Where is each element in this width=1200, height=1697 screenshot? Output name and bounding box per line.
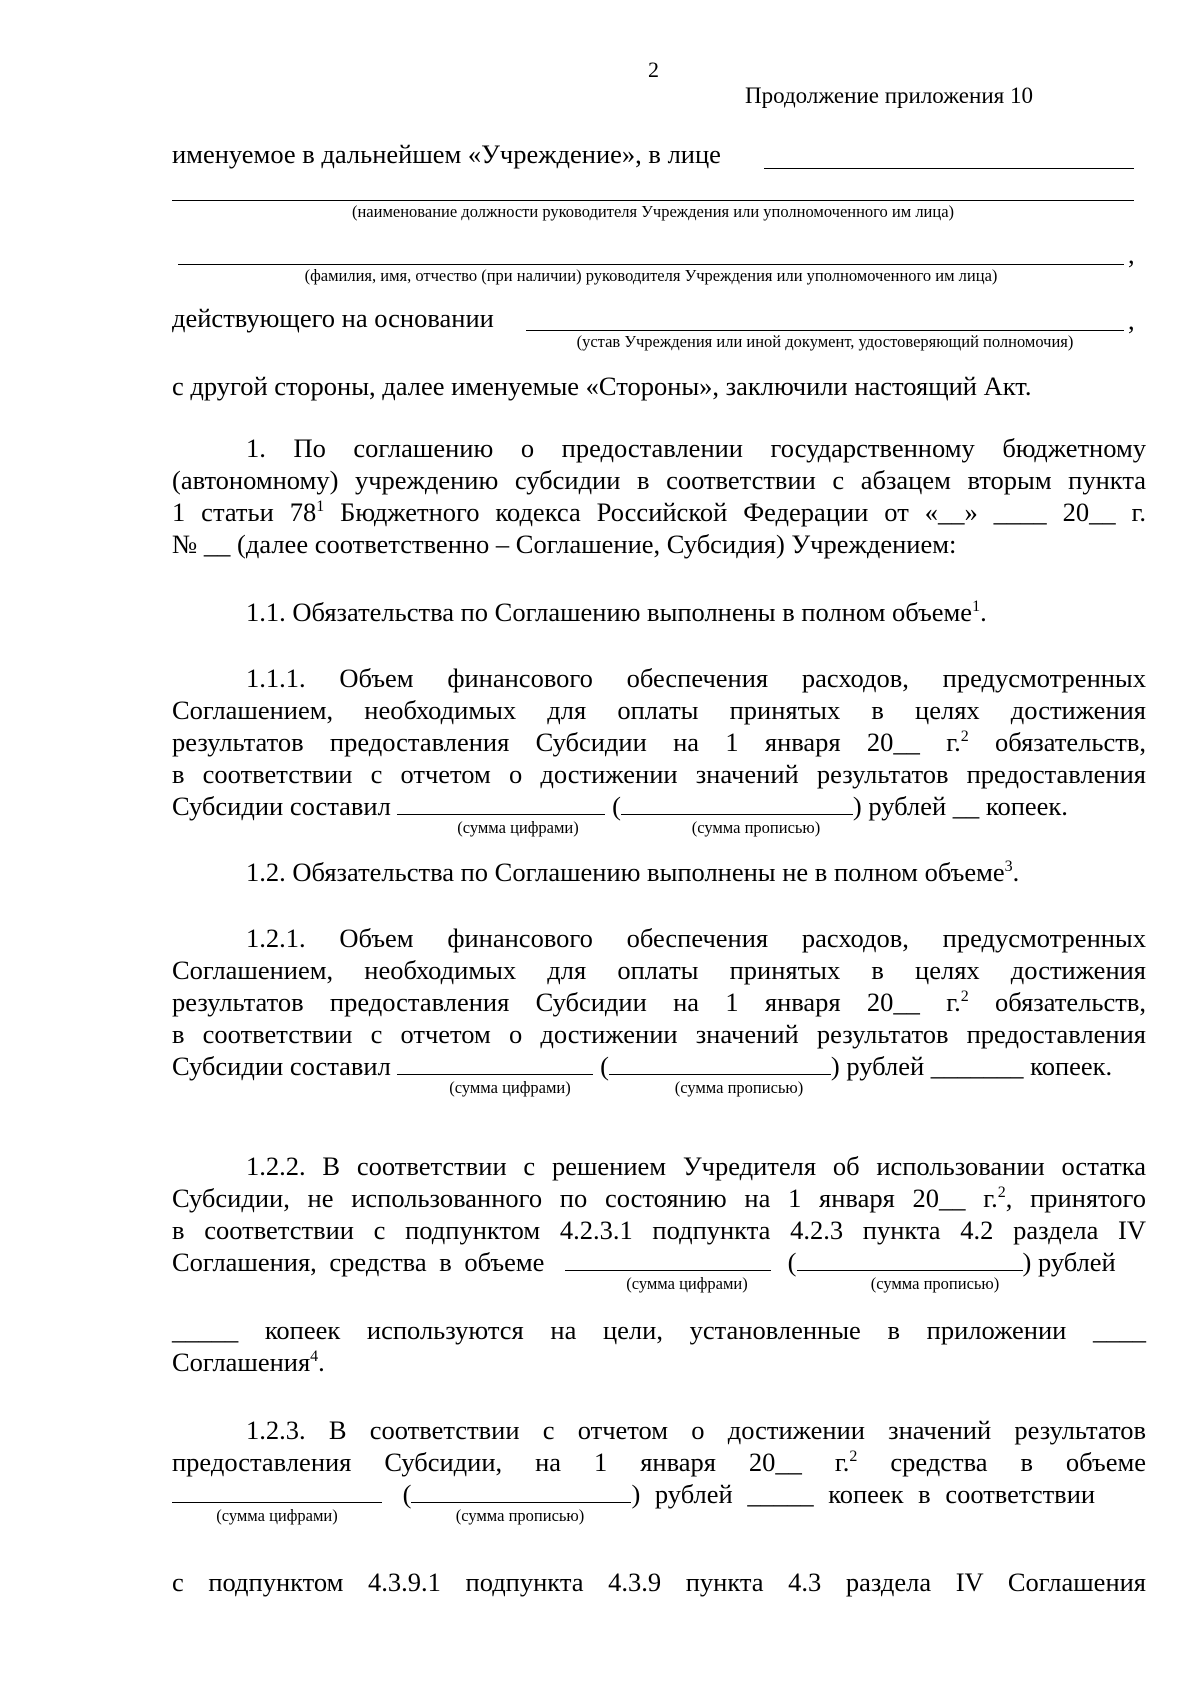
p121-line-4: в соответствии с отчетом о достижении значений результатов предоставления xyxy=(172,1019,1146,1049)
sum-words-blank xyxy=(609,1052,831,1075)
p123-caption-digits: (сумма цифрами) xyxy=(216,1506,338,1525)
intro-named-line xyxy=(172,138,1146,170)
p121-line-2: Соглашением, необходимых для оплаты принятых в целях достижения xyxy=(172,955,1146,985)
p122-line-2: Субсидии, не использованного по состоянию на 1 января 20__ г.$^2$, принятого xyxy=(172,1183,1146,1213)
other-side-line: с другой стороны, далее именуемые «Стороны», заключили настоящий Акт. xyxy=(172,371,1032,401)
p122-caption-digits: (сумма цифрами) xyxy=(626,1274,748,1293)
fio-blank xyxy=(178,264,1124,265)
page-number: 2 xyxy=(648,57,659,82)
p123-line-3: ( ) рублей _____ копеек в соответствии xyxy=(172,1478,1146,1510)
sum-digits-blank xyxy=(397,792,605,815)
p121-line-3: результатов предоставления Субсидии на 1 января 20__ г.$^2$ обязательств, xyxy=(172,987,1146,1017)
fio-comma: , xyxy=(1128,239,1135,269)
p123-line-1: 1.2.3. В соответствии с отчетом о достижении значений результатов xyxy=(246,1415,1146,1445)
p122-line-3: в соответствии с подпунктом 4.2.3.1 подпункта 4.2.3 пункта 4.2 раздела IV xyxy=(172,1215,1146,1245)
basis-blank xyxy=(526,330,1124,331)
p1-line-4: № __ (далее соответственно – Соглашение, Субсидия) Учреждением: xyxy=(172,529,957,559)
p1-line-3: 1 статьи $78^1$ Бюджетного кодекса Российской Федерации от «__» ____ 20__ г. xyxy=(172,497,1147,527)
p1-line-1: 1. По соглашению о предоставлении государственному бюджетному xyxy=(246,433,1146,463)
p111-line-2: Соглашением, необходимых для оплаты принятых в целях достижения xyxy=(172,695,1146,725)
representative-blank xyxy=(764,168,1134,169)
sum-digits-blank xyxy=(172,1480,382,1503)
continuation-label: Продолжение приложения 10 xyxy=(745,83,1033,108)
p12-line: 1.2. Обязательства по Соглашению выполнены не в полном объеме$^3$. xyxy=(246,857,1020,887)
p122-caption-words: (сумма прописью) xyxy=(870,1274,1000,1293)
p111-caption-digits: (сумма цифрами) xyxy=(457,818,579,837)
p111-line-5: Субсидии составил ( ) рублей __ копеек. xyxy=(172,791,1068,821)
p111-caption-words: (сумма прописью) xyxy=(691,818,821,837)
intro-named-text: именуемое в дальнейшем «Учреждение», в лице xyxy=(172,139,721,169)
p122-line-5: _____ копеек используются на цели, установленные в приложении ____ xyxy=(172,1315,1146,1345)
sum-digits-blank xyxy=(397,1052,593,1075)
sum-digits-blank xyxy=(565,1248,771,1271)
sum-words-blank xyxy=(797,1248,1023,1271)
p111-line-3: результатов предоставления Субсидии на 1 января 20__ г.$^2$ обязательств, xyxy=(172,727,1146,757)
acting-text: действующего на основании xyxy=(172,303,494,333)
p111-line-4: в соответствии с отчетом о достижении значений результатов предоставления xyxy=(172,759,1146,789)
p1-line-2: (автономному) учреждению субсидии в соответствии с абзацем вторым пункта xyxy=(172,465,1146,495)
caption-position: (наименование должности руководителя Учреждения или уполномоченного им лица) xyxy=(351,202,955,221)
p121-caption-digits: (сумма цифрами) xyxy=(449,1078,571,1097)
p11-line: 1.1. Обязательства по Соглашению выполнены в полном объеме$^1$. xyxy=(246,597,987,627)
p111-line-1: 1.1.1. Объем финансового обеспечения расходов, предусмотренных xyxy=(246,663,1146,693)
p121-line-1: 1.2.1. Объем финансового обеспечения расходов, предусмотренных xyxy=(246,923,1146,953)
sum-words-blank xyxy=(621,792,853,815)
p122-line-6: Соглашения$^4$. xyxy=(172,1347,325,1377)
p121-line-5: Субсидии составил ( ) рублей _______ копеек. xyxy=(172,1051,1113,1081)
p122-line-1: 1.2.2. В соответствии с решением Учредителя об использовании остатка xyxy=(246,1151,1146,1181)
basis-comma: , xyxy=(1128,305,1135,335)
p123-line-4: с подпунктом 4.3.9.1 подпункта 4.3.9 пункта 4.3 раздела IV Соглашения xyxy=(172,1567,1146,1597)
p123-line-2: предоставления Субсидии, на 1 января 20__ г.$^2$ средства в объеме xyxy=(172,1447,1146,1477)
p122-line-4: Соглашения, средства в объеме ( ) рублей xyxy=(172,1247,1116,1277)
position-blank xyxy=(172,200,1134,201)
caption-basis: (устав Учреждения или иной документ, удостоверяющий полномочия) xyxy=(576,332,1074,351)
caption-fio: (фамилия, имя, отчество (при наличии) руководителя Учреждения или уполномоченного им лица) xyxy=(304,266,998,285)
p121-caption-words: (сумма прописью) xyxy=(674,1078,804,1097)
p123-caption-words: (сумма прописью) xyxy=(455,1506,585,1525)
sum-words-blank xyxy=(411,1480,631,1503)
